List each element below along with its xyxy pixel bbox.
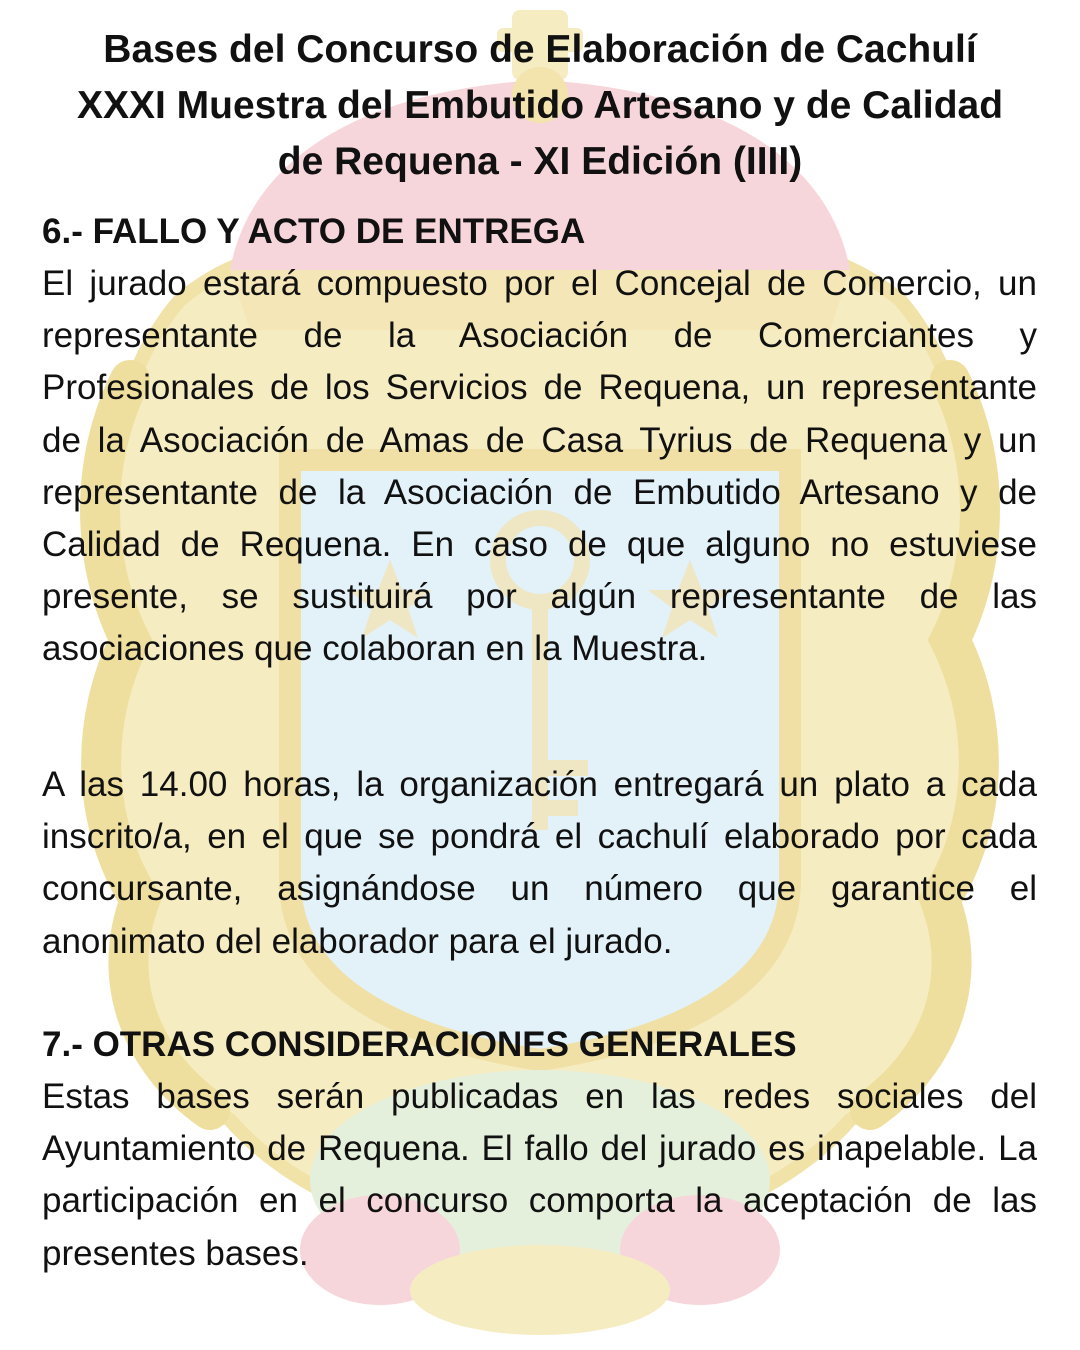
section-6-paragraph-2: A las 14.00 horas, la organización entregará un plato a cada inscrito/a, en el que se pondrá el cachulí elaborado por cada concursante, asignándose un número que garantice el anonimato del elaborador para el jurado. [42, 765, 1037, 961]
section-6-heading: 6.- FALLO Y ACTO DE ENTREGA [42, 212, 586, 251]
document-title-line-1: Bases del Concurso de Elaboración de Cachulí [103, 28, 977, 71]
section-6-paragraph-1: El jurado estará compuesto por el Concejal de Comercio, un representante de la Asociación de Comerciantes y Profesionales de los Servicios de Requena, un representante de la Asociación de Amas de Casa Tyrius de Requena y un representante de la Asociación de Embutido Artesano y de Calidad de Requena. En caso de que alguno no estuviese presente, se sustituirá por algún representante de las asociaciones que colaboran en la Muestra. [42, 264, 1037, 669]
section-7-heading: 7.- OTRAS CONSIDERACIONES GENERALES [42, 1025, 797, 1064]
document-title-line-2: XXXI Muestra del Embutido Artesano y de Calidad [76, 84, 1004, 127]
section-7-paragraph-1: Estas bases serán publicadas en las redes sociales del Ayuntamiento de Requena. El fallo del jurado es inapelable. La participación en el concurso comporta la aceptación de las presentes bases. [42, 1077, 1037, 1273]
document-title-line-3: de Requena - XI Edición (IIII) [277, 140, 803, 183]
